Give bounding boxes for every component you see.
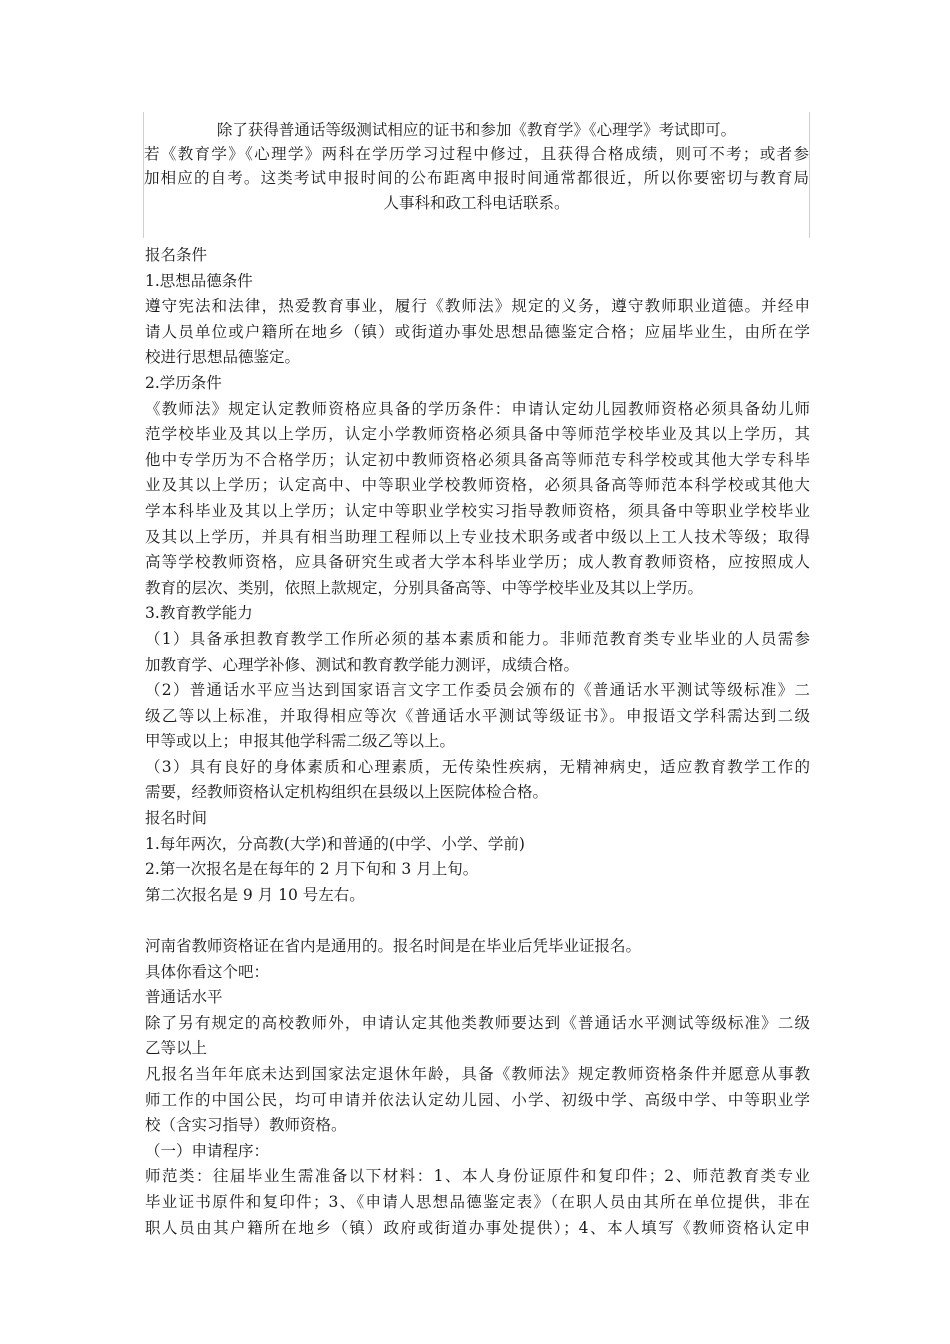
paragraph-line: 及其以上学历，并具有相当助理工程师以上专业技术职务或者中级以上工人技术等级；取得 <box>145 527 810 546</box>
paragraph-line: 1.每年两次，分高教(大学)和普通的(中学、小学、学前) <box>145 834 525 853</box>
paragraph-line: （3）具有良好的身体素质和心理素质，无传染性疾病，无精神病史，适应教育教学工作的 <box>145 757 810 776</box>
paragraph-line: 师工作的中国公民，均可申请并依法认定幼儿园、小学、初级中学、高级中学、中等职业学 <box>145 1090 810 1109</box>
section-heading-mandarin-level: 普通话水平 <box>145 988 223 1007</box>
paragraph-line: 《教师法》规定认定教师资格应具备的学历条件：申请认定幼儿园教师资格必须具备幼儿师 <box>145 399 810 418</box>
paragraph-line: 乙等以上 <box>145 1039 208 1058</box>
paragraph-line: 校进行思想品德鉴定。 <box>145 348 301 367</box>
paragraph-line: 教育的层次、类别，依照上款规定，分别具备高等、中等学校毕业及其以上学历。 <box>145 578 704 597</box>
paragraph-line: 河南省教师资格证在省内是通用的。报名时间是在毕业后凭毕业证报名。 <box>145 937 642 956</box>
paragraph-line: （2）普通话水平应当达到国家语言文字工作委员会颁布的《普通话水平测试等级标准》二 <box>145 681 810 700</box>
paragraph-line: 他中专学历为不合格学历；认定初中教师资格必须具备高等师范专科学校或其他大学专科毕 <box>145 450 810 469</box>
intro-line-1: 除了获得普通话等级测试相应的证书和参加《教育学》《心理学》考试即可。 <box>216 121 737 139</box>
intro-line-3: 加相应的自考。这类考试申报时间的公布距离申报时间通常都很近，所以你要密切与教育局 <box>144 169 809 187</box>
paragraph-line: 职人员由其户籍所在地乡（镇）政府或街道办事处提供）；4、本人填写《教师资格认定申 <box>145 1218 810 1237</box>
paragraph-line: 凡报名当年年底未达到国家法定退休年龄，具备《教师法》规定教师资格条件并愿意从事教 <box>145 1065 810 1083</box>
paragraph-line: 毕业证书原件和复印件；3、《申请人思想品德鉴定表》（在职人员由其所在单位提供，非在 <box>145 1192 810 1211</box>
paragraph-line: 具体你看这个吧： <box>145 962 270 981</box>
intro-box <box>143 112 810 238</box>
paragraph-line: 学本科毕业及其以上学历；认定中等职业学校实习指导教师资格，须具备中等职业学校毕业 <box>145 501 810 520</box>
paragraph-line: 高等学校教师资格，应具备研究生或者大学本科毕业学历；成人教育教师资格，应按照成人 <box>145 553 810 572</box>
paragraph-line: 师范类：往届毕业生需准备以下材料：1、本人身份证原件和复印件；2、师范教育类专业 <box>145 1167 810 1186</box>
paragraph-line: 遵守宪法和法律，热爱教育事业，履行《教师法》规定的义务，遵守教师职业道德。并经申 <box>145 297 810 316</box>
subheading-education-conditions: 2.学历条件 <box>145 373 222 392</box>
paragraph-line: 第二次报名是 9 月 10 号左右。 <box>145 885 365 904</box>
paragraph-line: 业及其以上学历；认定高中、中等职业学校教师资格，必须具备高等师范本科学校或其他大 <box>145 476 810 495</box>
paragraph-line: 请人员单位或户籍所在地乡（镇）或街道办事处思想品德鉴定合格；应届毕业生，由所在学 <box>145 322 810 341</box>
subheading-teaching-ability: 3.教育教学能力 <box>145 604 253 623</box>
paragraph-line: 需要，经教师资格认定机构组织在县级以上医院体检合格。 <box>145 783 549 802</box>
subheading-application-procedure: （一）申请程序： <box>145 1141 270 1160</box>
intro-line-4: 人事科和政工科电话联系。 <box>383 194 570 212</box>
paragraph-line: 甲等或以上；申报其他学科需二级乙等以上。 <box>145 732 456 751</box>
paragraph-line: 级乙等以上标准，并取得相应等次《普通话水平测试等级证书》。申报语文学科需达到二级 <box>145 706 810 725</box>
subheading-moral-conditions: 1.思想品德条件 <box>145 271 253 290</box>
paragraph-line: 除了另有规定的高校教师外，申请认定其他类教师要达到《普通话水平测试等级标准》二级 <box>145 1013 810 1032</box>
paragraph-line: 2.第一次报名是在每年的 2 月下旬和 3 月上旬。 <box>145 860 479 879</box>
section-heading-registration-conditions: 报名条件 <box>145 246 208 264</box>
paragraph-line: 加教育学、心理学补修、测试和教育教学能力测评，成绩合格。 <box>145 655 580 674</box>
section-heading-registration-time: 报名时间 <box>145 809 208 828</box>
paragraph-line: 校（含实习指导）教师资格。 <box>145 1116 347 1135</box>
blank-line <box>145 908 810 934</box>
paragraph-line: （1）具备承担教育教学工作所必须的基本素质和能力。非师范教育类专业毕业的人员需参 <box>145 629 810 648</box>
document-body <box>145 243 810 1241</box>
paragraph-line: 范学校毕业及其以上学历，认定小学教师资格必须具备中等师范学校毕业及其以上学历，其 <box>145 425 810 444</box>
intro-line-2: 若《教育学》《心理学》两科在学历学习过程中修过，且获得合格成绩，则可不考；或者参 <box>144 145 809 163</box>
